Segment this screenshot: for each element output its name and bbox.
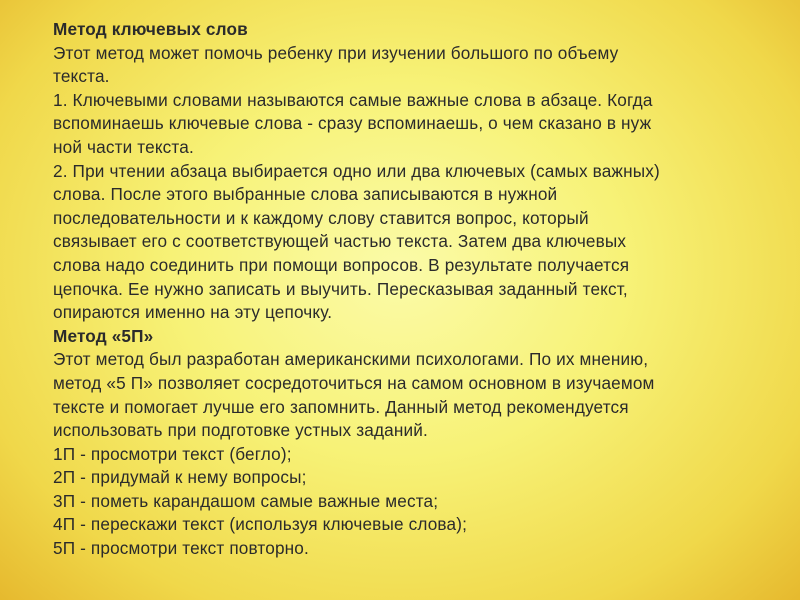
- text-line: слова надо соединить при помощи вопросов. В результате получается: [53, 254, 630, 275]
- text-line: связывает его с соответствующей частью текста. Затем два ключевых: [53, 231, 627, 252]
- text-line: 2. При чтении абзаца выбирается одно или два ключевых (самых важных): [53, 160, 660, 181]
- step-item: 4П - перескажи текст (используя ключевые слова);: [53, 514, 468, 535]
- text-line: Этот метод был разработан американскими психологами. По их мнению,: [53, 349, 649, 370]
- text-line: тексте и помогает лучше его запомнить. Данный метод рекомендуется: [53, 396, 629, 417]
- slide-text-body: [53, 18, 753, 561]
- text-line: слова. После этого выбранные слова записываются в нужной: [53, 184, 558, 205]
- step-item: 3П - пометь карандашом самые важные места;: [53, 490, 439, 511]
- text-line: 1. Ключевыми словами называются самые важные слова в абзаце. Когда: [53, 89, 653, 110]
- step-item: 2П - придумай к нему вопросы;: [53, 467, 307, 488]
- step-item: 1П - просмотри текст (бегло);: [53, 443, 292, 464]
- text-line: использовать при подготовке устных заданий.: [53, 420, 428, 441]
- text-line: Этот метод может помочь ребенку при изучении большого по объему: [53, 42, 619, 63]
- text-line: опираются именно на эту цепочку.: [53, 302, 333, 323]
- text-line: цепочка. Ее нужно записать и выучить. Пересказывая заданный текст,: [53, 278, 628, 299]
- heading-5p-method: Метод «5П»: [53, 325, 154, 346]
- heading-keywords-method: Метод ключевых слов: [53, 19, 248, 39]
- text-line: последовательности и к каждому слову ставится вопрос, который: [53, 207, 589, 228]
- step-item: 5П - просмотри текст повторно.: [53, 538, 309, 559]
- text-line: ной части текста.: [53, 136, 194, 157]
- text-line: текста.: [53, 66, 110, 87]
- text-line: вспоминаешь ключевые слова - сразу вспоминаешь, о чем сказано в нуж: [53, 113, 652, 134]
- text-line: метод «5 П» позволяет сосредоточиться на самом основном в изучаемом: [53, 372, 655, 393]
